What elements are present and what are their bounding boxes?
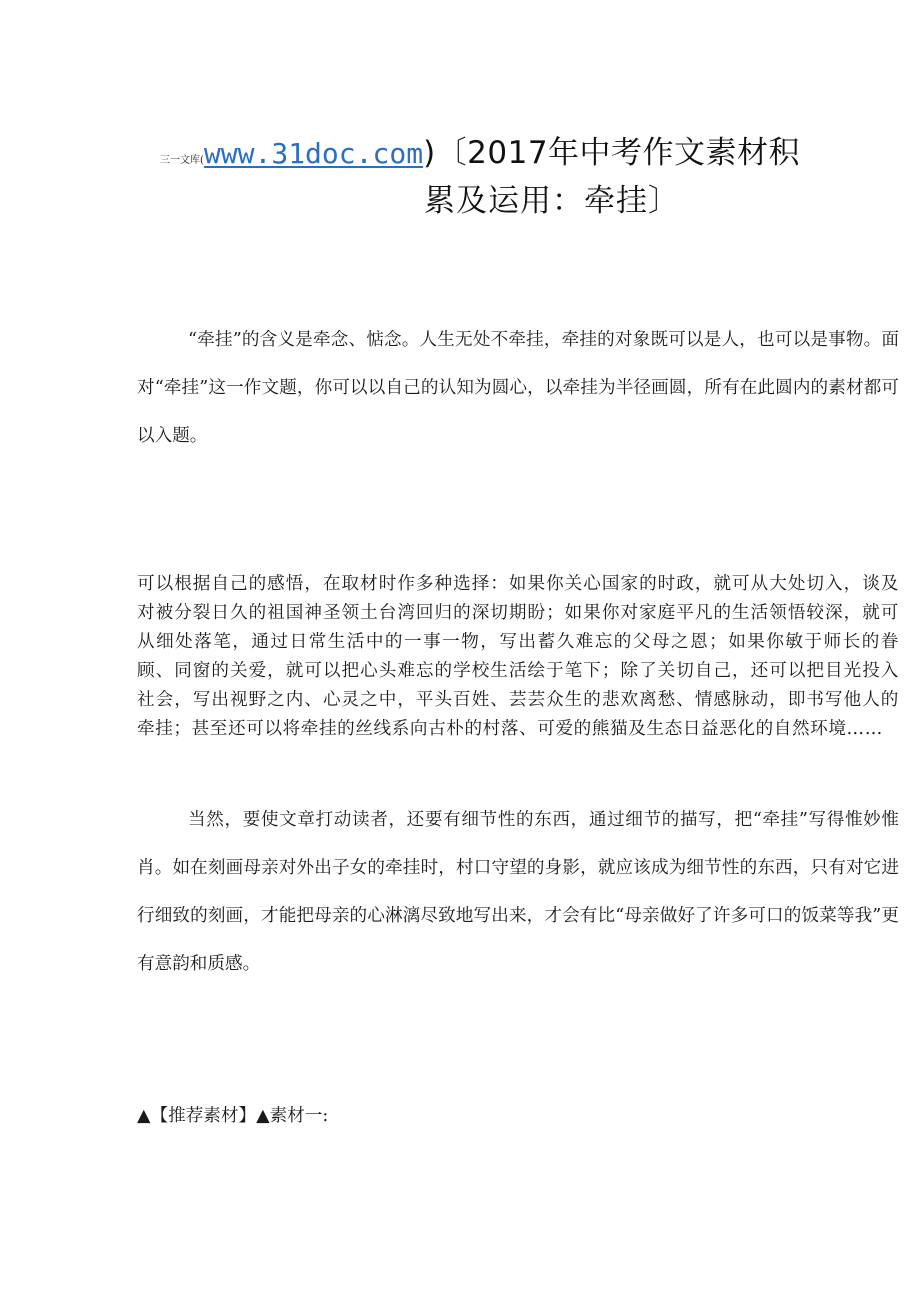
section-heading-recommended-material: ▲【推荐素材】▲素材一: xyxy=(137,1106,329,1126)
paragraph-material-choices: 可以根据自己的感悟，在取材时作多种选择：如果你关心国家的时政，就可从大处切入，谈及对被分裂日久的祖国神圣领土台湾回归的深切期盼；如果你对家庭平凡的生活领悟较深，就可从细处落笔，通过日常生活中的一事一物，写出蓄久难忘的父母之恩；如果你敏于师长的眷顾、同窗的关爱，就可以把心头难忘的学校生活绘于笔下；除了关切自己，还可以把目光投入社会，写出视野之内、心灵之中，平头百姓、芸芸众生的悲欢离愁、情感脉动，即书写他人的牵挂；甚至还可以将牵挂的丝线系向古朴的村落、可爱的熊猫及生态日益恶化的自然环境…… xyxy=(137,574,899,739)
site-prefix: 三一文库( xyxy=(160,155,204,166)
paragraph-details: 当然，要使文章打动读者，还要有细节性的东西，通过细节的描写，把“牵挂”写得惟妙惟肖。如在刻画母亲对外出子女的牵挂时，村口守望的身影，就应该成为细节性的东西，只有对它进行细致的刻画，才能把母亲的心淋漓尽致地写出来，才会有比“母亲做好了许多可口的饭菜等我”更有意韵和质感。 xyxy=(137,810,899,974)
site-url-link[interactable]: www.31doc.com xyxy=(203,137,424,170)
document-title-part-2: 累及运用：牵挂〕 xyxy=(424,183,680,219)
document-title-part-1: )〔2017年中考作文素材积 xyxy=(423,135,801,171)
paragraph-intro: “牵挂”的含义是牵念、惦念。人生无处不牵挂，牵挂的对象既可以是人，也可以是事物。面对“牵挂”这一作文题，你可以以自己的认知为圆心，以牵挂为半径画圆，所有在此圆内的素材都可以入题。 xyxy=(137,330,899,446)
